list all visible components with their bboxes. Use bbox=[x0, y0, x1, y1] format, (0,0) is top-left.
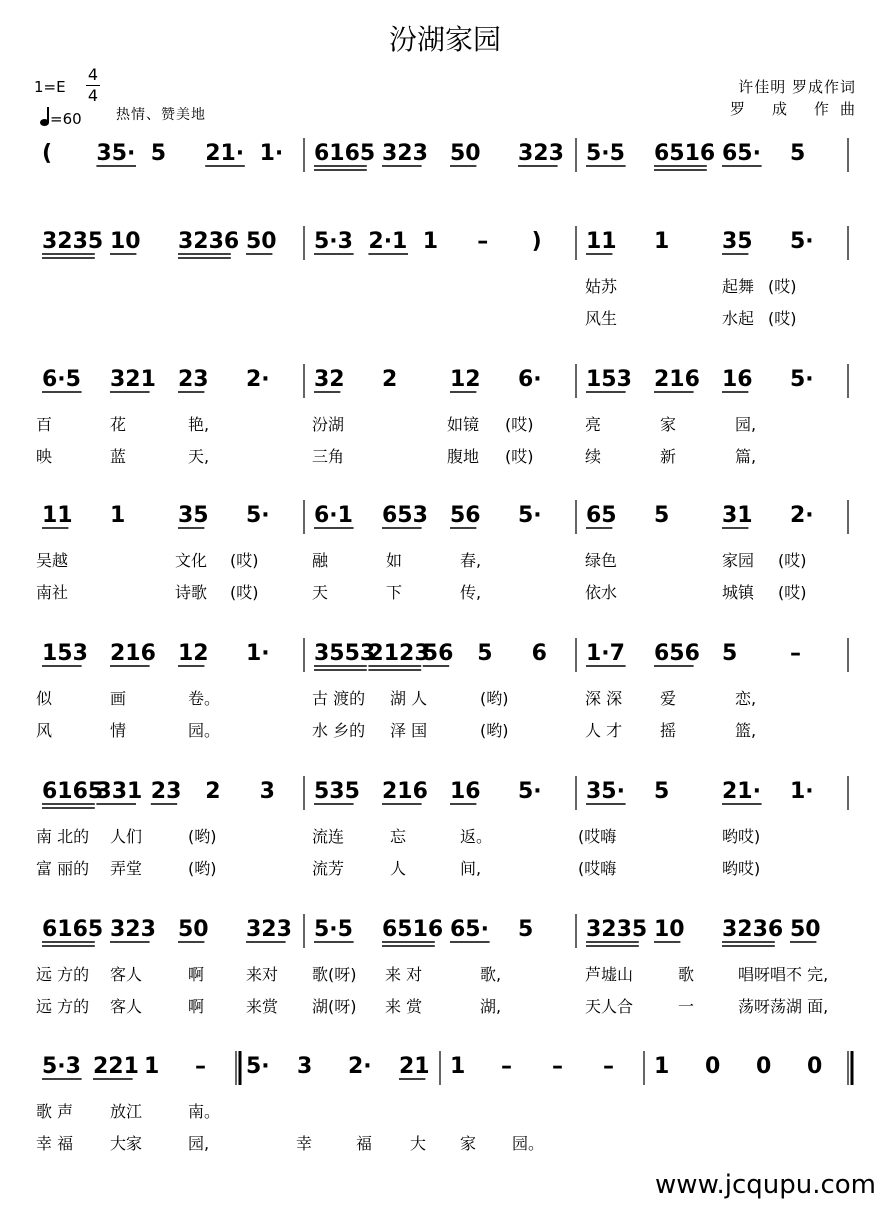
note-group: 65· bbox=[722, 141, 761, 166]
note-group: 5· bbox=[518, 503, 542, 528]
note-group: 5 bbox=[654, 779, 670, 804]
lyric-word: 哟哎) bbox=[722, 859, 761, 878]
lyric-word: 流芳 bbox=[312, 859, 345, 878]
lyric-word: 情 bbox=[110, 721, 127, 740]
lyric-word: 歌 声 bbox=[36, 1102, 74, 1121]
note-group: – bbox=[195, 1054, 206, 1079]
note-group: 2123 bbox=[368, 641, 430, 666]
note-group: 221 bbox=[93, 1054, 139, 1079]
note-group: 1· bbox=[790, 779, 814, 804]
lyric-word: 天 bbox=[312, 583, 329, 602]
note-group: 6·5 bbox=[42, 367, 81, 392]
note-group: 323 bbox=[246, 917, 292, 942]
lyric-word: 歌, bbox=[480, 965, 502, 984]
lyric-word: (哎) bbox=[230, 583, 259, 602]
lyric-word: 啊 bbox=[188, 965, 205, 984]
lyric-word: 家 bbox=[460, 1134, 477, 1153]
note-group: 5·5 bbox=[586, 141, 625, 166]
lyric-word: 弄堂 bbox=[110, 859, 143, 878]
lyric-word: 依水 bbox=[585, 583, 618, 602]
note-group: 5 bbox=[518, 917, 534, 942]
note-group: 50 bbox=[450, 141, 481, 166]
key-signature: 1=E bbox=[34, 78, 66, 96]
note-group: 3236 bbox=[178, 229, 240, 254]
lyric-word: 亮 bbox=[585, 415, 602, 434]
lyric-word: 大 bbox=[410, 1134, 427, 1153]
lyric-word: 诗歌 bbox=[175, 583, 208, 602]
note-group: 6 bbox=[531, 641, 547, 666]
lyric-word: 风生 bbox=[585, 309, 618, 328]
lyric-word: 春, bbox=[460, 551, 482, 570]
lyric-word: 如镜 bbox=[447, 415, 480, 434]
lyric-word: 似 bbox=[36, 689, 53, 708]
note-group: 1 bbox=[422, 229, 439, 254]
note-group: 16 bbox=[450, 779, 481, 804]
note-group: 12 bbox=[450, 367, 481, 392]
note-group: 5·3 bbox=[314, 229, 353, 254]
note-group: 5 bbox=[654, 503, 670, 528]
note-group: 323 bbox=[110, 917, 156, 942]
expression-mark: 热情、赞美地 bbox=[116, 107, 206, 123]
lyric-word: 南。 bbox=[188, 1102, 221, 1121]
note-group: 50 bbox=[790, 917, 821, 942]
note-group: 12 bbox=[178, 641, 209, 666]
lyric-word: 三角 bbox=[312, 447, 345, 466]
lyric-word: 城镇 bbox=[722, 583, 755, 602]
lyric-word: 新 bbox=[660, 447, 677, 466]
note-group: 6· bbox=[518, 367, 542, 392]
note-group: 5· bbox=[790, 367, 814, 392]
lyric-word: (哎嗨 bbox=[578, 859, 617, 878]
note-group: 216 bbox=[654, 367, 700, 392]
lyric-word: 篇, bbox=[735, 447, 757, 466]
lyric-word: 荡呀荡湖 面, bbox=[738, 997, 829, 1016]
note-group: 5 bbox=[150, 141, 167, 166]
lyric-word: 古 渡的 bbox=[312, 689, 366, 708]
note-group: 65· bbox=[450, 917, 489, 942]
lyric-word: 下 bbox=[386, 583, 403, 602]
lyric-word: 风 bbox=[36, 721, 53, 740]
lyric-word: 南 北的 bbox=[36, 827, 90, 846]
note-group: 3236 bbox=[722, 917, 784, 942]
lyric-word: 恋, bbox=[735, 689, 757, 708]
lyric-word: (哟) bbox=[188, 859, 217, 878]
note-group: ( bbox=[42, 141, 53, 166]
note-group: 21 bbox=[399, 1054, 430, 1079]
note-group: 10 bbox=[110, 229, 141, 254]
lyric-word: 幸 bbox=[296, 1134, 313, 1153]
note-group: 35 bbox=[178, 503, 209, 528]
note-group: ) bbox=[531, 229, 542, 254]
note-group: 6165 bbox=[42, 917, 104, 942]
note-group: – bbox=[790, 641, 801, 666]
lyric-word: 汾湖 bbox=[312, 415, 345, 434]
lyric-word: (哟) bbox=[480, 689, 509, 708]
lyric-word: (哎嗨 bbox=[578, 827, 617, 846]
lyric-word: (哎) bbox=[505, 447, 534, 466]
lyric-word: 起舞 bbox=[722, 277, 755, 296]
lyric-word: 客人 bbox=[110, 965, 143, 984]
note-group: 6165 bbox=[314, 141, 376, 166]
note-group: 1 bbox=[654, 229, 670, 254]
note-group: 321 bbox=[110, 367, 156, 392]
lyric-word: 姑苏 bbox=[585, 277, 618, 296]
lyric-word: 放江 bbox=[110, 1102, 143, 1121]
lyric-word: 腹地 bbox=[447, 447, 480, 466]
note-group: 331 bbox=[96, 779, 143, 804]
note-group: 0 bbox=[807, 1054, 823, 1079]
lyric-word: 画 bbox=[110, 689, 127, 708]
note-group: 153 bbox=[586, 367, 632, 392]
note-group: 2· bbox=[246, 367, 270, 392]
lyric-word: 一 bbox=[678, 997, 695, 1016]
note-group: 6516 bbox=[382, 917, 444, 942]
note-group: 5· bbox=[790, 229, 814, 254]
note-group: 2 bbox=[382, 367, 398, 392]
lyric-word: (哎) bbox=[778, 551, 807, 570]
lyric-word: 湖, bbox=[480, 997, 502, 1016]
lyric-word: 湖(呀) bbox=[312, 997, 357, 1016]
lyric-word: 南社 bbox=[36, 583, 69, 602]
lyric-word: 来对 bbox=[246, 965, 279, 984]
note-group: 1 bbox=[450, 1054, 466, 1079]
lyric-word: (哎) bbox=[778, 583, 807, 602]
note-group: 35· bbox=[586, 779, 625, 804]
note-group: 35· bbox=[96, 141, 136, 166]
lyric-word: 唱呀唱不 完, bbox=[738, 965, 829, 984]
lyric-word: 富 丽的 bbox=[36, 859, 90, 878]
composer-credit: 罗 成 作曲 bbox=[730, 100, 856, 118]
note-group: 3235 bbox=[586, 917, 648, 942]
note-group: 32 bbox=[314, 367, 345, 392]
note-group: 656 bbox=[654, 641, 700, 666]
lyric-word: 园, bbox=[188, 1134, 210, 1153]
note-group: 216 bbox=[110, 641, 156, 666]
lyric-word: 卷。 bbox=[188, 689, 221, 708]
lyric-word: 湖 人 bbox=[390, 689, 428, 708]
note-group: 50 bbox=[178, 917, 209, 942]
note-group: 5· bbox=[518, 779, 542, 804]
lyric-word: 园。 bbox=[188, 721, 221, 740]
note-group: 1·7 bbox=[586, 641, 625, 666]
note-group: 1· bbox=[259, 141, 284, 166]
lyric-word: (哎) bbox=[505, 415, 534, 434]
lyric-word: 幸 福 bbox=[36, 1134, 74, 1153]
lyric-word: 家园 bbox=[722, 551, 755, 570]
lyric-word: (哟) bbox=[480, 721, 509, 740]
note-group: 3235 bbox=[42, 229, 104, 254]
lyric-word: 流连 bbox=[312, 827, 345, 846]
score-title: 汾湖家园 bbox=[388, 23, 501, 56]
lyric-word: 文化 bbox=[175, 551, 208, 570]
lyric-word: 远 方的 bbox=[36, 997, 90, 1016]
note-group: 2 bbox=[205, 779, 221, 804]
lyric-word: 人们 bbox=[110, 827, 143, 846]
note-group: – bbox=[603, 1054, 614, 1079]
lyric-word: 间, bbox=[460, 859, 482, 878]
lyric-word: 绿色 bbox=[585, 551, 618, 570]
note-group: 323 bbox=[518, 141, 564, 166]
lyric-word: (哎) bbox=[768, 309, 797, 328]
note-group: 5· bbox=[246, 1054, 270, 1079]
note-group: 10 bbox=[654, 917, 685, 942]
lyric-word: 如 bbox=[386, 551, 403, 570]
note-group: – bbox=[477, 229, 489, 254]
lyric-word: 爱 bbox=[660, 689, 677, 708]
tempo-value: =60 bbox=[50, 110, 82, 128]
lyric-word: 深 深 bbox=[585, 689, 623, 708]
lyric-word: 歌(呀) bbox=[312, 965, 357, 984]
lyric-word: 芦墟山 bbox=[585, 965, 634, 984]
lyric-word: 天, bbox=[188, 447, 210, 466]
lyric-word: 传, bbox=[460, 583, 482, 602]
lyric-word: 摇 bbox=[660, 721, 677, 740]
note-group: 6165 bbox=[42, 779, 104, 804]
note-group: 5 bbox=[477, 641, 493, 666]
lyric-word: 融 bbox=[312, 551, 329, 570]
lyric-word: 人 才 bbox=[585, 721, 623, 740]
watermark: www.jcqupu.com bbox=[655, 1170, 876, 1200]
note-group: 0 bbox=[705, 1054, 721, 1079]
lyricist-credit: 许佳明 罗成作词 bbox=[738, 78, 856, 96]
note-group: 56 bbox=[422, 641, 454, 666]
note-group: 21· bbox=[205, 141, 245, 166]
note-group: 323 bbox=[382, 141, 428, 166]
lyric-word: 艳, bbox=[188, 415, 210, 434]
lyric-word: 蓝 bbox=[110, 447, 127, 466]
lyric-word: 园, bbox=[735, 415, 757, 434]
lyric-word: 哟哎) bbox=[722, 827, 761, 846]
lyric-word: 水起 bbox=[722, 309, 755, 328]
note-group: 65 bbox=[586, 503, 617, 528]
lyric-word: 歌 bbox=[678, 965, 695, 984]
lyric-word: (哎) bbox=[230, 551, 259, 570]
lyric-word: 吴越 bbox=[36, 551, 69, 570]
lyric-word: 百 bbox=[36, 415, 53, 434]
note-group: 3553 bbox=[314, 641, 376, 666]
note-group: 5· bbox=[246, 503, 270, 528]
lyric-word: 泽 国 bbox=[390, 721, 428, 740]
lyric-word: 忘 bbox=[390, 827, 407, 846]
note-group: 5 bbox=[722, 641, 738, 666]
note-group: 23 bbox=[150, 779, 182, 804]
note-group: 535 bbox=[314, 779, 360, 804]
time-signature-top: 4 bbox=[87, 65, 99, 84]
note-group: – bbox=[501, 1054, 512, 1079]
lyric-word: 映 bbox=[36, 447, 53, 466]
note-group: 5 bbox=[790, 141, 806, 166]
note-group: 16 bbox=[722, 367, 753, 392]
note-group: 2· bbox=[790, 503, 814, 528]
lyric-word: 大家 bbox=[110, 1134, 143, 1153]
note-group: 35 bbox=[722, 229, 753, 254]
note-group: 1 bbox=[654, 1054, 670, 1079]
note-group: 3 bbox=[297, 1054, 313, 1079]
note-group: 6516 bbox=[654, 141, 716, 166]
lyric-word: 花 bbox=[110, 415, 127, 434]
note-group: 1 bbox=[144, 1054, 160, 1079]
lyric-word: 客人 bbox=[110, 997, 143, 1016]
note-group: 50 bbox=[246, 229, 277, 254]
note-group: 2·1 bbox=[368, 229, 408, 254]
note-group: 11 bbox=[42, 503, 73, 528]
note-group: 23 bbox=[178, 367, 209, 392]
lyric-word: 天人合 bbox=[585, 997, 634, 1016]
lyric-word: 篮, bbox=[735, 721, 757, 740]
note-group: 11 bbox=[586, 229, 617, 254]
note-group: 31 bbox=[722, 503, 753, 528]
lyric-word: (哟) bbox=[188, 827, 217, 846]
lyric-word: 来 对 bbox=[385, 965, 423, 984]
lyric-word: 返。 bbox=[460, 827, 493, 846]
lyric-word: 啊 bbox=[188, 997, 205, 1016]
note-group: 153 bbox=[42, 641, 88, 666]
lyric-word: 远 方的 bbox=[36, 965, 90, 984]
note-group: 21· bbox=[722, 779, 761, 804]
note-group: 5·5 bbox=[314, 917, 353, 942]
lyric-word: 家 bbox=[660, 415, 677, 434]
note-group: 56 bbox=[450, 503, 481, 528]
lyric-word: 水 乡的 bbox=[312, 721, 366, 740]
note-group: 6·1 bbox=[314, 503, 353, 528]
note-group: 1· bbox=[246, 641, 270, 666]
time-signature-bottom: 4 bbox=[87, 86, 99, 105]
note-group: 653 bbox=[382, 503, 428, 528]
lyric-word: 来赏 bbox=[246, 997, 279, 1016]
note-group: 0 bbox=[756, 1054, 772, 1079]
lyric-word: 福 bbox=[356, 1134, 373, 1153]
note-group: 5·3 bbox=[42, 1054, 81, 1079]
lyric-word: (哎) bbox=[768, 277, 797, 296]
note-group: – bbox=[552, 1054, 563, 1079]
note-group: 1 bbox=[110, 503, 126, 528]
note-group: 2· bbox=[348, 1054, 372, 1079]
note-group: 216 bbox=[382, 779, 428, 804]
lyric-word: 来 赏 bbox=[385, 997, 423, 1016]
note-group: 3 bbox=[259, 779, 275, 804]
lyric-word: 人 bbox=[390, 859, 407, 878]
lyric-word: 园。 bbox=[512, 1134, 545, 1153]
lyric-word: 续 bbox=[585, 447, 602, 466]
